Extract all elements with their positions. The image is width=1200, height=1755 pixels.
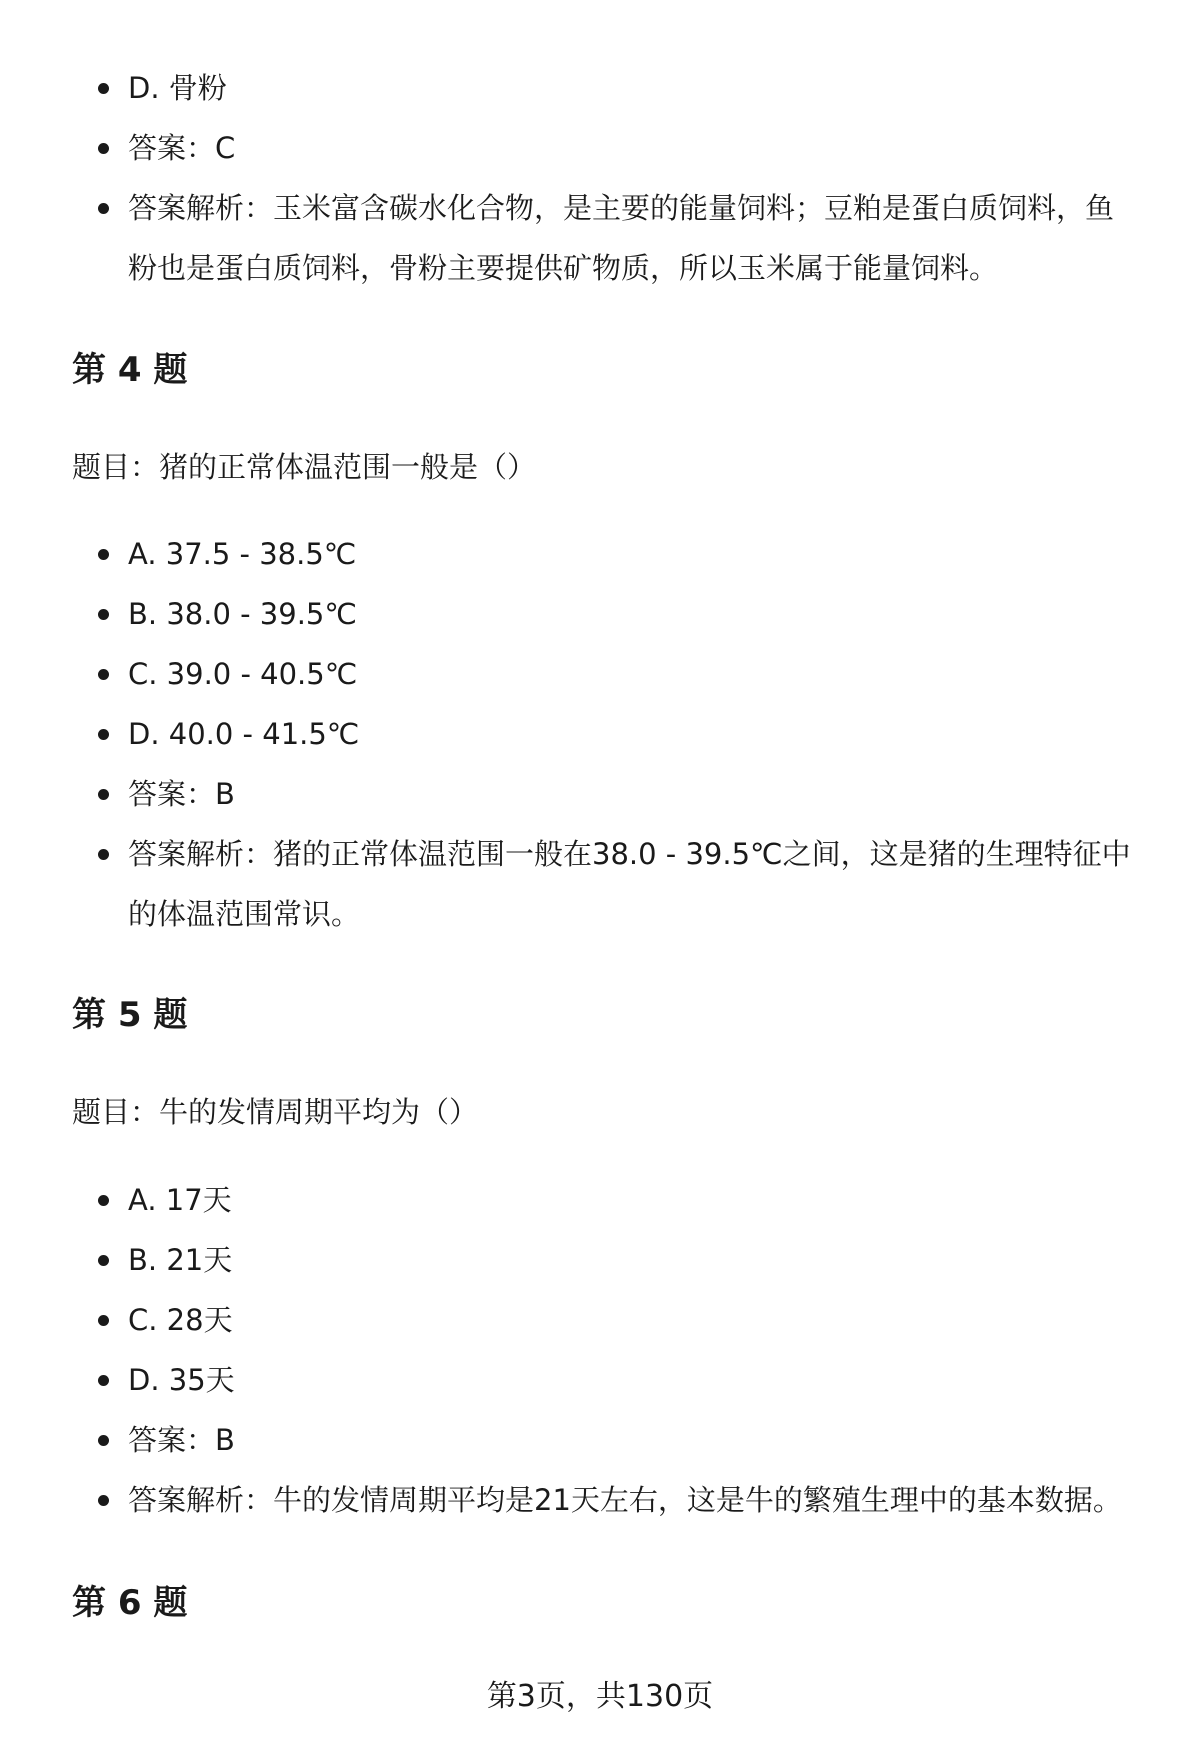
page-number-footer: 第3页，共130页 xyxy=(486,1679,714,1714)
list-item-option-d: D. 骨粉 xyxy=(0,58,1200,118)
list-item-explanation: 答案解析：猪的正常体温范围一般在38.0 - 39.5℃之间，这是猪的生理特征中的体温范围常识。 xyxy=(0,824,1200,944)
list-item-option-b: B. 21天 xyxy=(0,1230,1200,1290)
q4-option-list xyxy=(0,524,1200,944)
q3-option-list xyxy=(0,58,1200,298)
question-5-heading: 第 5 题 xyxy=(72,995,188,1035)
question-4-stem: 题目：猪的正常体温范围一般是（） xyxy=(72,450,537,484)
list-item-option-c: C. 39.0 - 40.5℃ xyxy=(0,644,1200,704)
question-6-heading: 第 6 题 xyxy=(72,1583,188,1623)
list-item-explanation: 答案解析：玉米富含碳水化合物，是主要的能量饲料；豆粕是蛋白质饲料，鱼粉也是蛋白质饲料，骨粉主要提供矿物质，所以玉米属于能量饲料。 xyxy=(0,178,1200,298)
list-item-answer: 答案：B xyxy=(0,1410,1200,1470)
list-item-option-a: A. 37.5 - 38.5℃ xyxy=(0,524,1200,584)
question-4-heading: 第 4 题 xyxy=(72,350,188,390)
list-item-explanation: 答案解析：牛的发情周期平均是21天左右，这是牛的繁殖生理中的基本数据。 xyxy=(0,1470,1200,1530)
list-item-answer: 答案：C xyxy=(0,118,1200,178)
list-item-option-d: D. 35天 xyxy=(0,1350,1200,1410)
list-item-option-c: C. 28天 xyxy=(0,1290,1200,1350)
question-5-stem: 题目：牛的发情周期平均为（） xyxy=(72,1095,479,1129)
list-item-option-d: D. 40.0 - 41.5℃ xyxy=(0,704,1200,764)
list-item-answer: 答案：B xyxy=(0,764,1200,824)
list-item-option-b: B. 38.0 - 39.5℃ xyxy=(0,584,1200,644)
list-item-option-a: A. 17天 xyxy=(0,1170,1200,1230)
q5-option-list xyxy=(0,1170,1200,1530)
